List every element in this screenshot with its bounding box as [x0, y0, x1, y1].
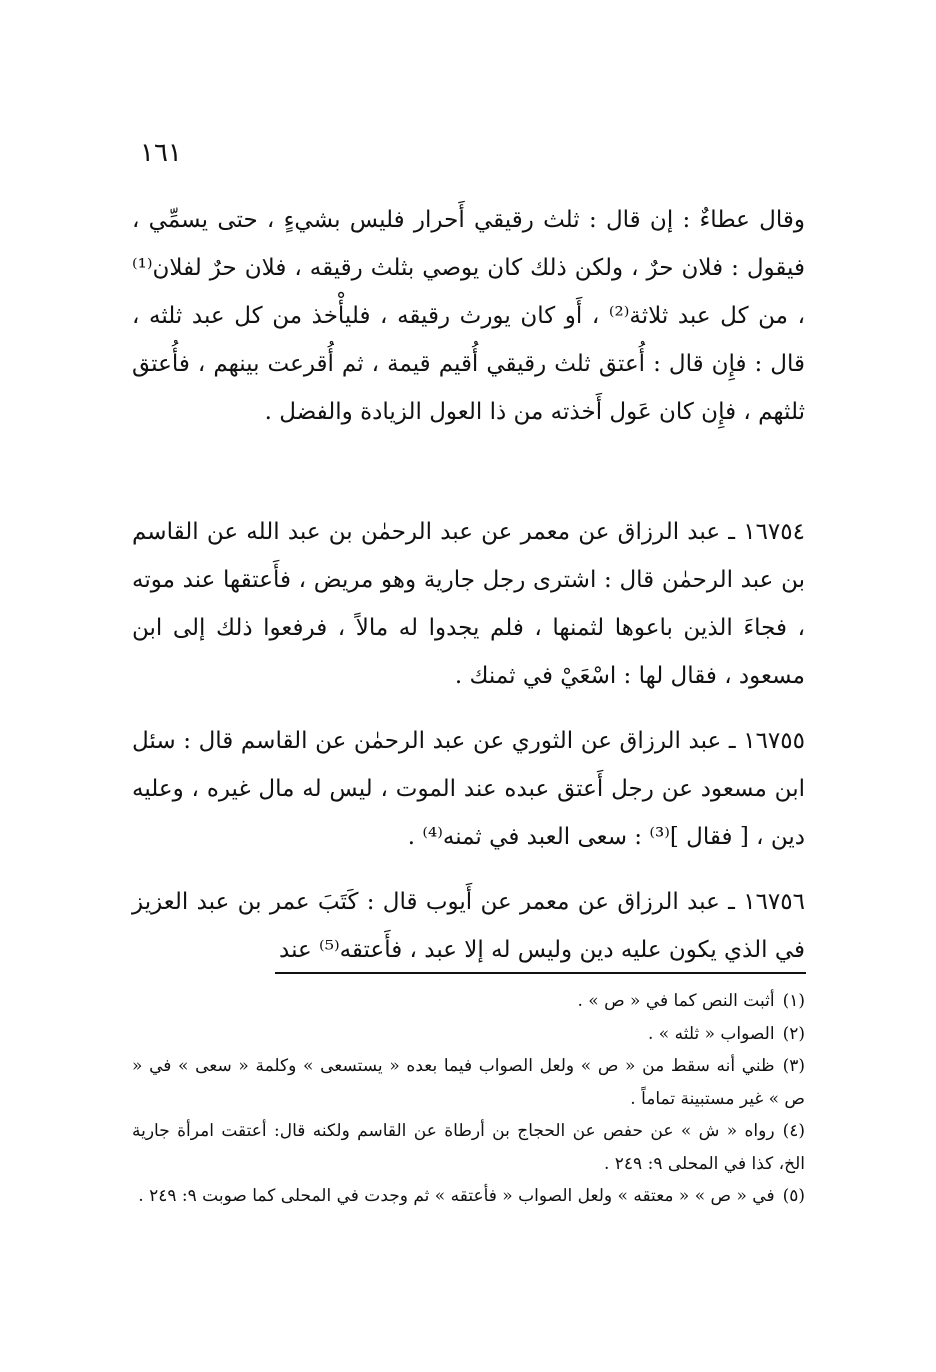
hadith-16754: ١٦٧٥٤ ـ عبد الرزاق عن معمر عن عبد الرحمٰن بن عبد الله عن القاسم بن عبد الرحمٰن قال : اشترى رجل جارية وهو مريض ، فأَعتقها عند موته ، فجاءَ الذين باعوها لثمنها ، فلم يجدوا له مالاً ، فرفعوا ذلك إلى ابن مسعود ، فقال لها : اسْعَيْ في ثمنك .	[132, 519, 805, 689]
page-number: ١٦١	[140, 138, 182, 168]
footnote-divider	[275, 972, 806, 974]
footnote-text: ظني أنه سقط من « ص » ولعل الصواب فيما بعده « يستسعى » وكلمة « سعى » في « ص » غير مستبينة تماماً .	[132, 1056, 805, 1109]
footnote-3	[132, 1050, 805, 1115]
footnote-number: (٤)	[782, 1121, 805, 1141]
footnote-2	[132, 1018, 805, 1051]
paragraph-ata-statement: وقال عطاءٌ : إن قال : ثلث رقيقي أَحرار فليس بشيءٍ ، حتى يسمِّي ، فيقول : فلان حرٌ ، ولكن ذلك كان يوصي بثلث رقيقه ، فلان حرٌ لفلان⁽¹⁾ ، من كل عبد ثلاثة⁽²⁾ ، أَو كان يورث رقيقه ، فليأْخذ من كل عبد ثلثه ، قال : فإِن قال : أُعتق ثلث رقيقي أُقيم قيمة ، ثم أُقرعت بينهم ، فأُعتق ثلثهم ، فإِن كان عَول أَخذته من ذا العول الزيادة والفضل .	[132, 207, 805, 425]
hadith-16755: ١٦٧٥٥ ـ عبد الرزاق عن الثوري عن عبد الرحمٰن عن القاسم قال : سئل ابن مسعود عن رجل أَعتق عبده عند الموت ، ليس له مال غيره ، وعليه دين ، [ فقال ]⁽³⁾ : سعى العبد في ثمنه⁽⁴⁾ .	[132, 728, 805, 850]
footnote-number: (١)	[782, 991, 805, 1011]
footnote-number: (٢)	[782, 1023, 805, 1044]
footnote-1	[132, 985, 805, 1018]
hadith-16756: ١٦٧٥٦ ـ عبد الرزاق عن معمر عن أَيوب قال : كَتَبَ عمر بن عبد العزيز في الذي يكون عليه دين وليس له إلا عبد ، فأَعتقه⁽⁵⁾ عند	[132, 889, 805, 963]
footnote-text: رواه « ش » عن حفص عن الحجاج بن أرطاة عن القاسم ولكنه قال: أعتقت امرأة جارية الخ، كذا في المحلى ٩: ٢٤٩ .	[132, 1121, 805, 1174]
footnote-number: (٥)	[782, 1186, 805, 1206]
footnote-5	[132, 1180, 805, 1213]
footnote-text: في « ص » « معتقه » ولعل الصواب « فأعتقه » ثم وجدت في المحلى كما صوبت ٩: ٢٤٩ .	[138, 1186, 775, 1206]
footnote-4	[132, 1115, 805, 1180]
footnote-text: أثبت النص كما في « ص » .	[577, 991, 775, 1011]
footnote-number: (٣)	[782, 1056, 805, 1076]
footnotes-list	[132, 985, 805, 1213]
footnote-text: الصواب « ثلثه » .	[647, 1023, 775, 1044]
